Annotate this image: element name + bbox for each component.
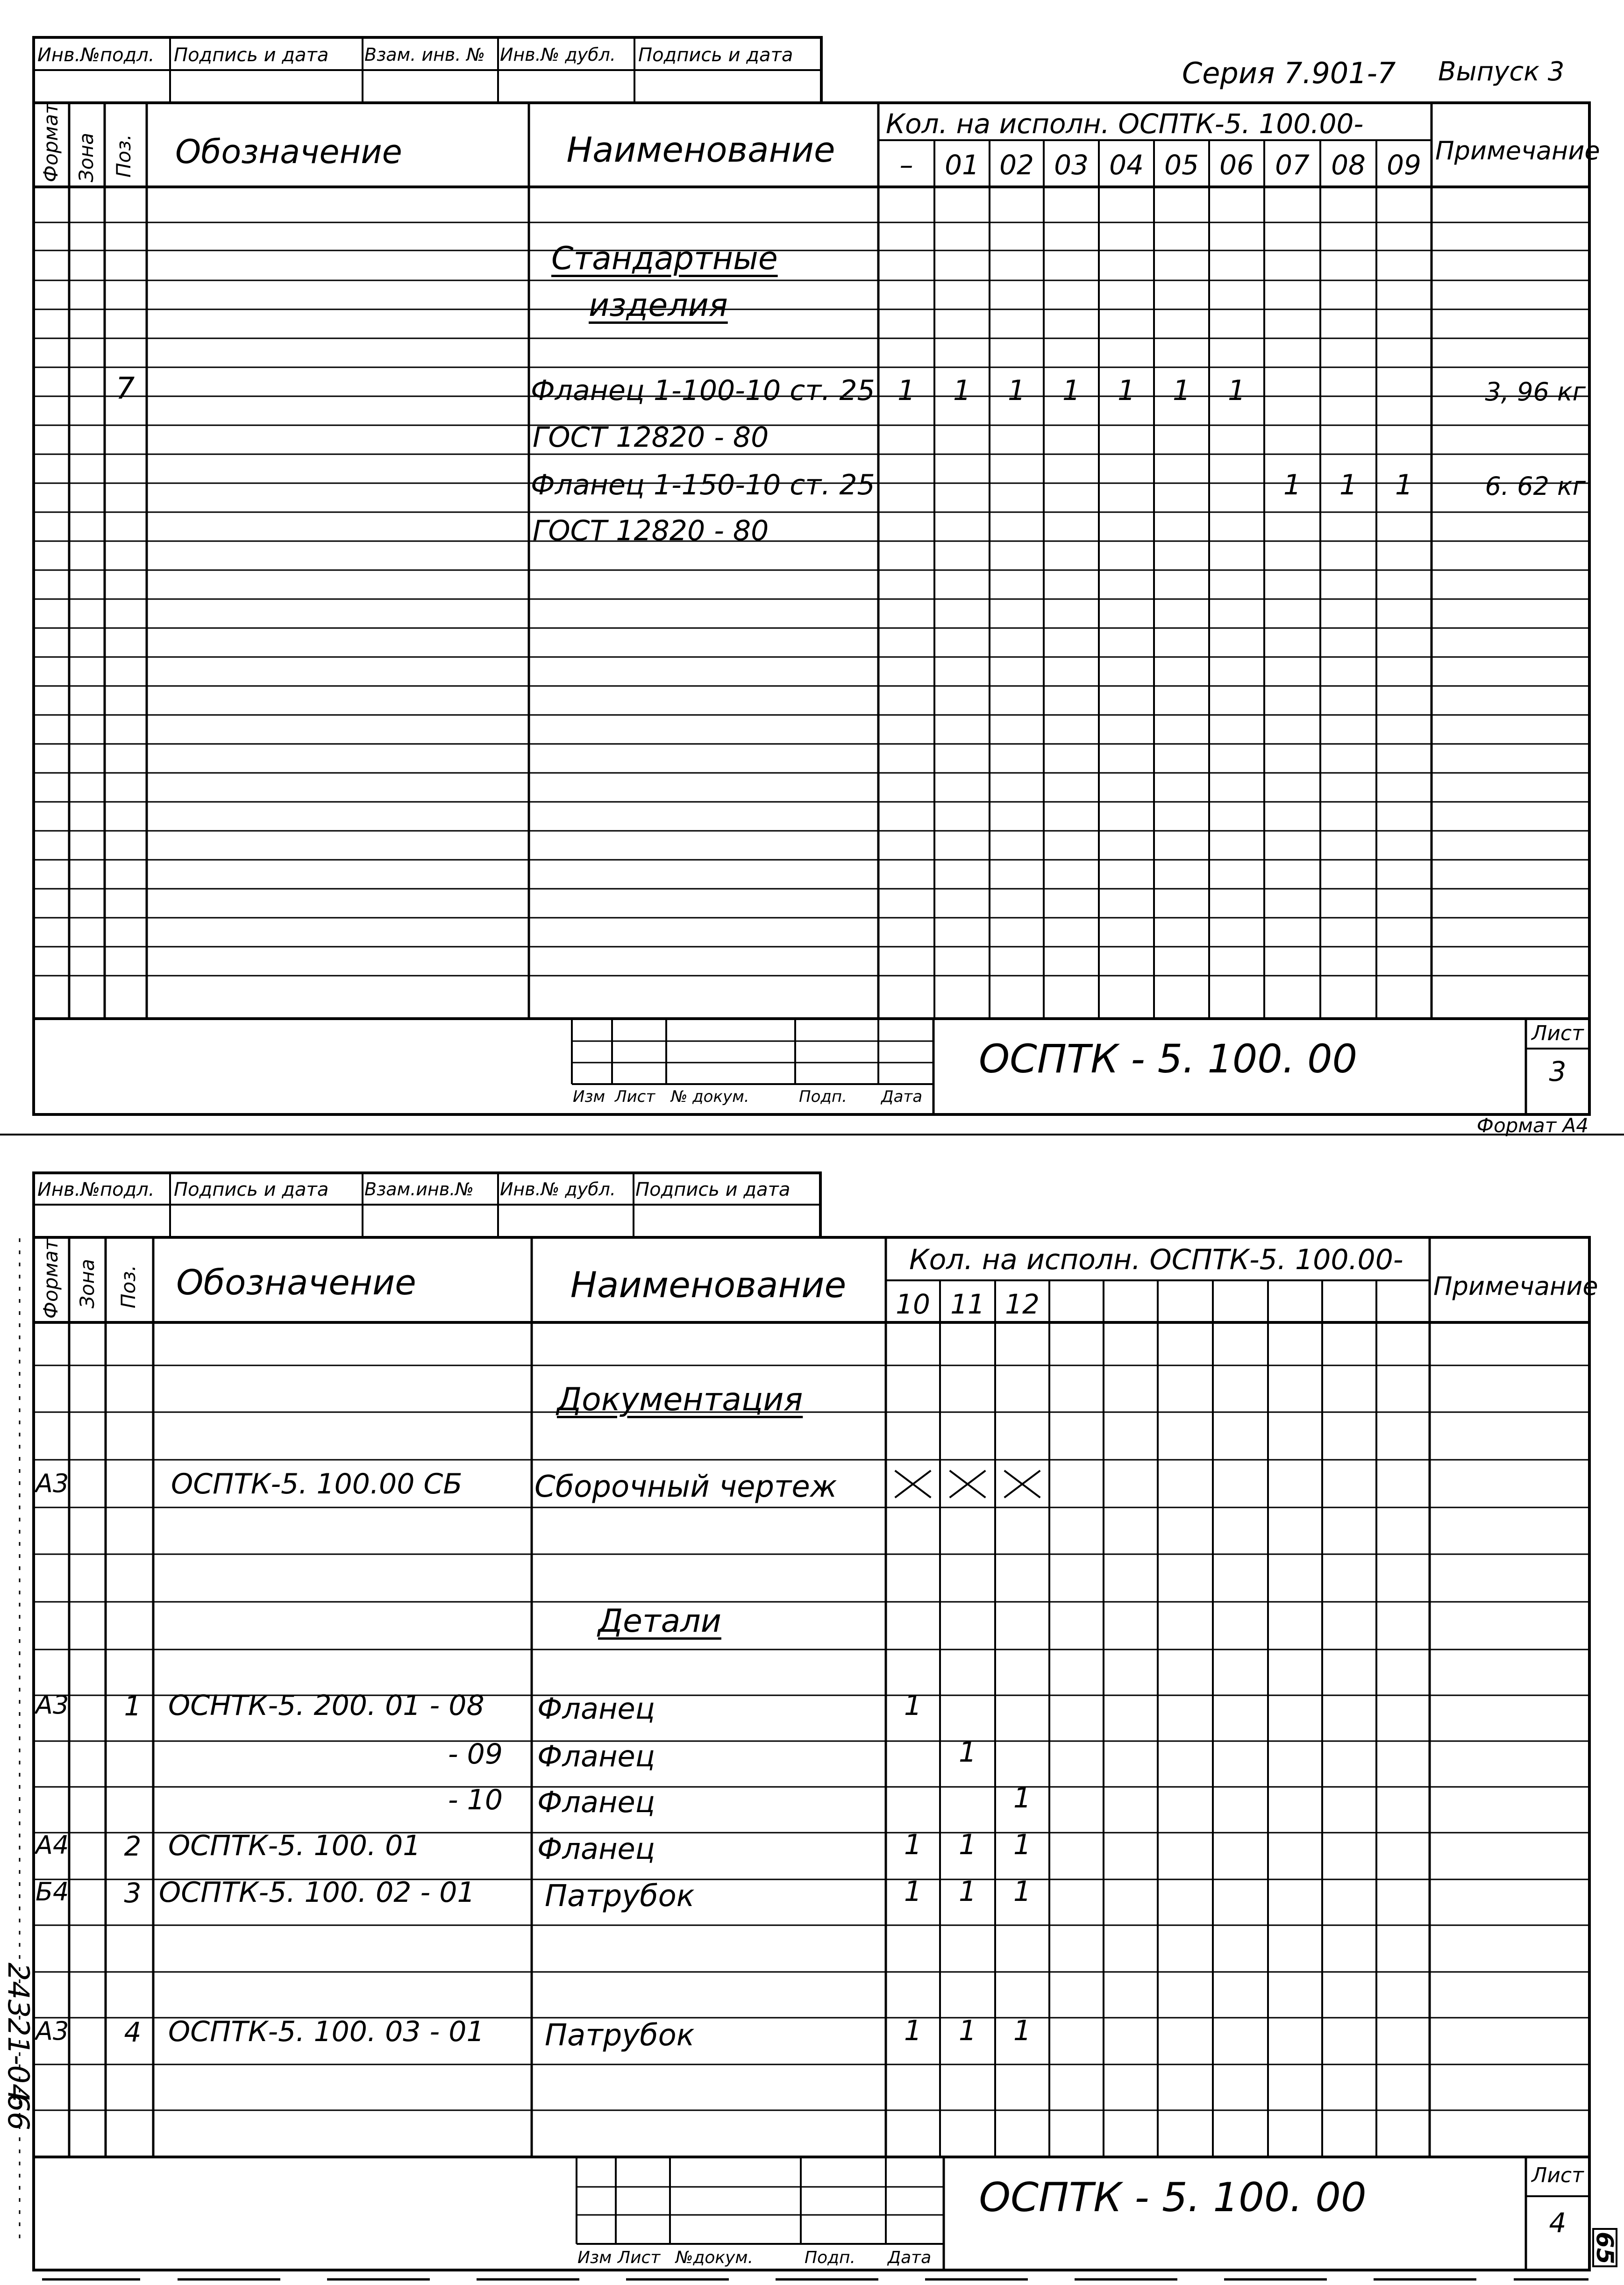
note-cell: 6. 62 кг <box>1485 471 1586 501</box>
qty-cell: 1 <box>1013 1782 1032 1814</box>
col-format-header: Формат <box>39 1239 62 1319</box>
cross-mark <box>1004 1470 1041 1498</box>
tb-sign: Подп. <box>805 2248 855 2267</box>
format-cell: А3 <box>36 2016 69 2046</box>
format-cell: А3 <box>36 1469 69 1498</box>
pos-cell: 3 <box>124 1877 142 1909</box>
tb-doc: №докум. <box>676 2248 754 2267</box>
designation-cell: - 09 <box>448 1738 503 1771</box>
col-pos-header: Поз. <box>117 1265 140 1308</box>
qty-col-header: 02 <box>999 149 1034 181</box>
qty-cell: 1 <box>904 1875 922 1908</box>
document-code: ОСПТК - 5. 100. 00 <box>978 1036 1358 1082</box>
qty-cell: 1 <box>958 2014 977 2047</box>
qty-col-header: 05 <box>1164 149 1199 181</box>
tb-date: Дата <box>881 1087 923 1106</box>
designation-cell: ОСПТК-5. 100. 02 - 01 <box>159 1876 475 1909</box>
margin-archive-number: 24321-04 <box>1 1963 36 2102</box>
tb-izm: Изм <box>573 1087 605 1106</box>
qty-col-header: 10 <box>896 1288 930 1320</box>
sheet-number: 3 <box>1549 1056 1567 1087</box>
qty-cell: 1 <box>904 1689 922 1722</box>
qty-col-header: – <box>899 149 913 181</box>
col-name-header: Наименование <box>570 1264 847 1306</box>
section-title: Документация <box>557 1381 803 1418</box>
sheet-number: 4 <box>1549 2207 1567 2239</box>
name-cell: Патрубок <box>545 2018 695 2053</box>
note-cell: 3, 96 кг <box>1485 377 1586 407</box>
standard-cell: ГОСТ 12820 - 80 <box>533 421 769 454</box>
qty-cell: 1 <box>958 1875 977 1908</box>
qty-cell: 1 <box>1007 374 1026 407</box>
qty-header: Кол. на исполн. ОСПТК-5. 100.00- <box>886 108 1364 140</box>
qty-header: Кол. на исполн. ОСПТК-5. 100.00- <box>909 1243 1403 1276</box>
qty-cell: 1 <box>953 374 971 407</box>
qty-cell: 1 <box>904 1828 922 1861</box>
qty-cell: 1 <box>904 2014 922 2047</box>
col-designation-header: Обозначение <box>175 133 402 171</box>
col-name-header: Наименование <box>566 130 835 170</box>
qty-col-header: 09 <box>1387 149 1421 181</box>
name-cell: Фланец <box>537 1692 655 1726</box>
col-note-header: Примечание <box>1433 1271 1598 1301</box>
designation-cell: ОСПТК-5. 100.00 СБ <box>171 1468 463 1500</box>
stamp-header: Подпись и дата <box>174 1179 329 1200</box>
stamp-header: Взам. инв. № <box>364 44 485 65</box>
designation-cell: ОСНТК-5. 200. 01 - 08 <box>168 1689 484 1722</box>
cross-mark <box>894 1470 932 1498</box>
qty-cell: 1 <box>1227 374 1246 407</box>
section-title: Детали <box>598 1603 721 1640</box>
qty-cell: 1 <box>1117 374 1136 407</box>
stamp-header: Инв.№ дубл. <box>500 44 616 65</box>
stamp-header: Взам.инв.№ <box>364 1179 474 1200</box>
stamp-header: Подпись и дата <box>174 44 329 66</box>
col-designation-header: Обозначение <box>176 1263 416 1303</box>
format-cell: А3 <box>36 1690 69 1720</box>
col-note-header: Примечание <box>1435 136 1600 165</box>
pos-cell: 7 <box>115 371 135 406</box>
name-cell: Фланец <box>537 1832 655 1866</box>
col-zone-header: Зона <box>75 133 98 182</box>
stamp-header: Инв.№подл. <box>37 1179 155 1200</box>
qty-cell: 1 <box>1013 1828 1032 1861</box>
series-label: Серия 7.901-7 <box>1182 56 1396 90</box>
qty-cell: 1 <box>1339 469 1358 501</box>
qty-col-header: 12 <box>1005 1288 1040 1320</box>
qty-cell: 1 <box>1172 374 1191 407</box>
qty-cell: 1 <box>958 1828 977 1861</box>
qty-col-header: 07 <box>1275 149 1310 181</box>
pos-cell: 2 <box>124 1830 142 1862</box>
name-cell: Фланец 1-100-10 ст. 25 <box>531 374 875 407</box>
designation-cell: - 10 <box>448 1784 503 1816</box>
name-cell: Патрубок <box>545 1879 695 1914</box>
qty-cell: 1 <box>897 374 916 407</box>
name-cell: Фланец <box>537 1785 655 1819</box>
col-zone-header: Зона <box>76 1259 99 1308</box>
col-pos-header: Поз. <box>112 134 135 178</box>
format-cell: А4 <box>36 1830 69 1860</box>
qty-col-header: 11 <box>950 1288 985 1320</box>
qty-cell: 1 <box>958 1736 977 1769</box>
margin-archive-number-2: 66 <box>1 2093 36 2130</box>
qty-cell: 1 <box>1013 2014 1032 2047</box>
format-label: Формат А4 <box>1476 1114 1588 1137</box>
tb-list: Лист <box>618 2248 661 2267</box>
tb-sign: Подп. <box>799 1087 847 1106</box>
name-cell: Фланец <box>537 1739 655 1773</box>
qty-col-header: 04 <box>1109 149 1144 181</box>
sheet-label: Лист <box>1531 2164 1584 2187</box>
tb-izm: Изм <box>577 2248 612 2267</box>
designation-cell: ОСПТК-5. 100. 01 <box>168 1829 421 1862</box>
pos-cell: 4 <box>124 2016 142 2048</box>
stamp-header: Инв.№подл. <box>37 44 155 66</box>
qty-col-header: 06 <box>1219 149 1254 181</box>
qty-col-header: 03 <box>1054 149 1089 181</box>
sheet-label: Лист <box>1531 1021 1584 1045</box>
issue-label: Выпуск 3 <box>1438 57 1565 87</box>
cross-mark <box>949 1470 986 1498</box>
document-code: ОСПТК - 5. 100. 00 <box>979 2174 1367 2221</box>
qty-cell: 1 <box>1062 374 1081 407</box>
qty-col-header: 01 <box>945 149 979 181</box>
qty-cell: 1 <box>1283 469 1302 501</box>
name-cell: Сборочный чертеж <box>534 1470 837 1504</box>
designation-cell: ОСПТК-5. 100. 03 - 01 <box>168 2015 484 2048</box>
tb-list: Лист <box>615 1087 655 1106</box>
page-number: 65 <box>1591 2232 1618 2264</box>
pos-cell: 1 <box>124 1690 142 1722</box>
section-title: изделия <box>589 287 728 324</box>
stamp-header: Подпись и дата <box>635 1179 791 1200</box>
col-format-header: Формат <box>39 102 62 182</box>
stamp-header: Инв.№ дубл. <box>500 1179 616 1200</box>
format-cell: Б4 <box>36 1877 69 1907</box>
name-cell: Фланец 1-150-10 ст. 25 <box>531 469 875 501</box>
standard-cell: ГОСТ 12820 - 80 <box>533 514 769 547</box>
tb-date: Дата <box>888 2248 932 2267</box>
qty-cell: 1 <box>1395 469 1413 501</box>
stamp-header: Подпись и дата <box>638 44 793 66</box>
qty-col-header: 08 <box>1331 149 1366 181</box>
section-title: Стандартные <box>551 240 778 277</box>
qty-cell: 1 <box>1013 1875 1032 1908</box>
tb-doc: № докум. <box>671 1087 749 1106</box>
